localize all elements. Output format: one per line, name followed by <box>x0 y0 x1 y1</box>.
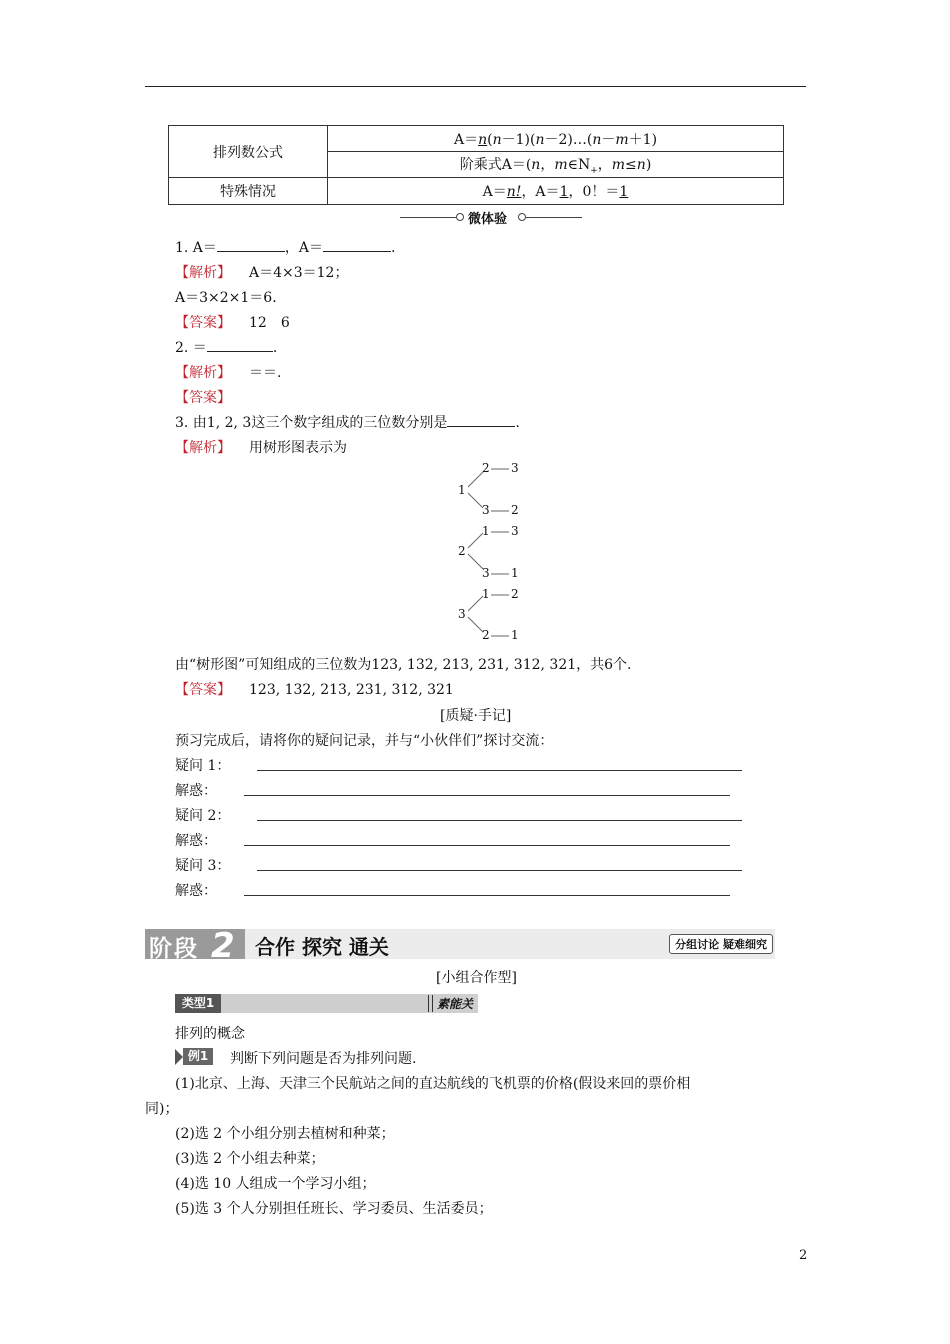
blank-1b <box>323 237 391 252</box>
q1-answer: 【答案】 12 6 <box>175 315 290 331</box>
header-line-left <box>400 217 456 218</box>
blank-2 <box>207 337 273 352</box>
analysis-tag: 【解析】 <box>175 265 231 281</box>
concept-title: 排列的概念 <box>175 1026 245 1042</box>
q1-analysis-line2: A＝3×2×1＝6. <box>175 290 277 306</box>
tree-node: 3 <box>482 503 490 517</box>
answer-input-2[interactable] <box>244 845 730 846</box>
analysis-tag: 【解析】 <box>175 440 231 456</box>
tree-node: 1 <box>482 587 490 601</box>
tree-root-1: 1 <box>458 483 466 497</box>
type-bar-divider <box>428 995 433 1012</box>
blank-3 <box>447 412 515 427</box>
q2-analysis: 【解析】 ＝＝. <box>175 365 282 381</box>
example-badge <box>175 1048 215 1065</box>
question-2: 2. ＝ . <box>175 337 277 357</box>
answer-tag: 【答案】 <box>175 682 231 698</box>
example-item-4: (4)选 10 人组成一个学习小组； <box>175 1176 376 1192</box>
stage-number: 2 <box>211 926 235 966</box>
q3-analysis: 【解析】 用树形图表示为 <box>175 440 347 456</box>
tree-leaf: 1 <box>511 628 519 642</box>
answer-tag: 【答案】 <box>175 315 231 331</box>
row-label-formula: 排列数公式 <box>169 126 328 178</box>
example-item-1-cont: 同)； <box>145 1101 179 1117</box>
tree-leaf: 2 <box>511 503 519 517</box>
stage-title: 合作 探究 通关 <box>255 935 389 959</box>
example-item-5: (5)选 3 个人分别担任班长、学习委员、生活委员； <box>175 1201 493 1217</box>
tree-node: 2 <box>482 628 490 642</box>
analysis-tag: 【解析】 <box>175 365 231 381</box>
answer-input-1[interactable] <box>244 795 730 796</box>
formula-expanded: A＝n(n－1)(n－2)…(n－m＋1) <box>328 126 784 152</box>
tree-leaf: 3 <box>511 524 519 538</box>
answer-label-2: 解惑： <box>175 833 217 849</box>
question-1: 1. A＝ ，A＝ . <box>175 237 396 257</box>
permutation-formula-table <box>168 125 784 205</box>
group-header: [小组合作型] <box>436 970 517 986</box>
tree-root-2: 2 <box>458 544 466 558</box>
question-label-1: 疑问 1： <box>175 758 231 774</box>
answer-label-1: 解惑： <box>175 783 217 799</box>
q3-answer: 【答案】 123, 132, 213, 231, 312, 321 <box>175 682 454 698</box>
example-item-2: (2)选 2 个小组分别去植树和种菜； <box>175 1126 395 1142</box>
answer-tag: 【答案】 <box>175 390 231 406</box>
header-rule <box>145 86 806 87</box>
blank-1a <box>217 237 285 252</box>
q1-analysis: 【解析】 A＝4×3＝12； <box>175 265 349 281</box>
example-stem: 判断下列问题是否为排列问题. <box>230 1051 417 1067</box>
question-input-1[interactable] <box>257 770 742 771</box>
example-item-1: (1)北京、上海、天津三个民航站之间的直达航线的飞机票的价格(假设来回的票价相 <box>175 1076 691 1092</box>
notes-intro: 预习完成后，请将你的疑问记录，并与“小伙伴们”探讨交流： <box>175 733 554 749</box>
header-dot-left <box>456 213 464 221</box>
tree-node: 3 <box>482 566 490 580</box>
stage-badge: 分组讨论 疑难细究 <box>669 934 773 954</box>
question-input-2[interactable] <box>257 820 742 821</box>
notes-header: [质疑·手记] <box>440 708 512 724</box>
tree-node: 2 <box>482 461 490 475</box>
example-item-3: (3)选 2 个小组去种菜； <box>175 1151 325 1167</box>
tree-leaf: 3 <box>511 461 519 475</box>
header-dot-right <box>518 213 526 221</box>
tree-diagram <box>455 460 535 645</box>
question-label-3: 疑问 3： <box>175 858 231 874</box>
formula-special: A＝n!，A＝1，0！＝1 <box>328 178 784 205</box>
tree-lines <box>455 460 535 645</box>
tree-root-3: 3 <box>458 607 466 621</box>
stage-banner <box>145 926 775 966</box>
q2-answer <box>175 387 231 407</box>
micro-experience-header <box>400 208 582 226</box>
tree-node: 1 <box>482 524 490 538</box>
micro-header-text: 微体验 <box>468 212 508 227</box>
tree-leaf: 2 <box>511 587 519 601</box>
question-input-3[interactable] <box>257 870 742 871</box>
example-label: 例1 <box>183 1048 213 1065</box>
answer-input-3[interactable] <box>244 895 730 896</box>
type-bar <box>175 994 478 1013</box>
question-3: 3. 由1, 2, 3这三个数字组成的三位数分别是 . <box>175 412 520 432</box>
type-label: 类型1 <box>175 994 221 1013</box>
question-label-2: 疑问 2： <box>175 808 231 824</box>
answer-label-3: 解惑： <box>175 883 217 899</box>
type-bar-right: 素能关 <box>437 997 474 1011</box>
header-line-right <box>526 217 582 218</box>
formula-factorial: 阶乘式A＝(n，$m\in N_+$，m≤n) <box>328 152 784 178</box>
q3-conclusion: 由“树形图”可知组成的三位数为123, 132, 213, 231, 312, 321，共6个. <box>175 657 632 673</box>
row-label-special: 特殊情况 <box>169 178 328 205</box>
page-number: 2 <box>799 1248 808 1263</box>
example-arrow-icon <box>175 1049 183 1065</box>
tree-leaf: 1 <box>511 566 519 580</box>
stage-label: 阶段 <box>149 936 199 962</box>
